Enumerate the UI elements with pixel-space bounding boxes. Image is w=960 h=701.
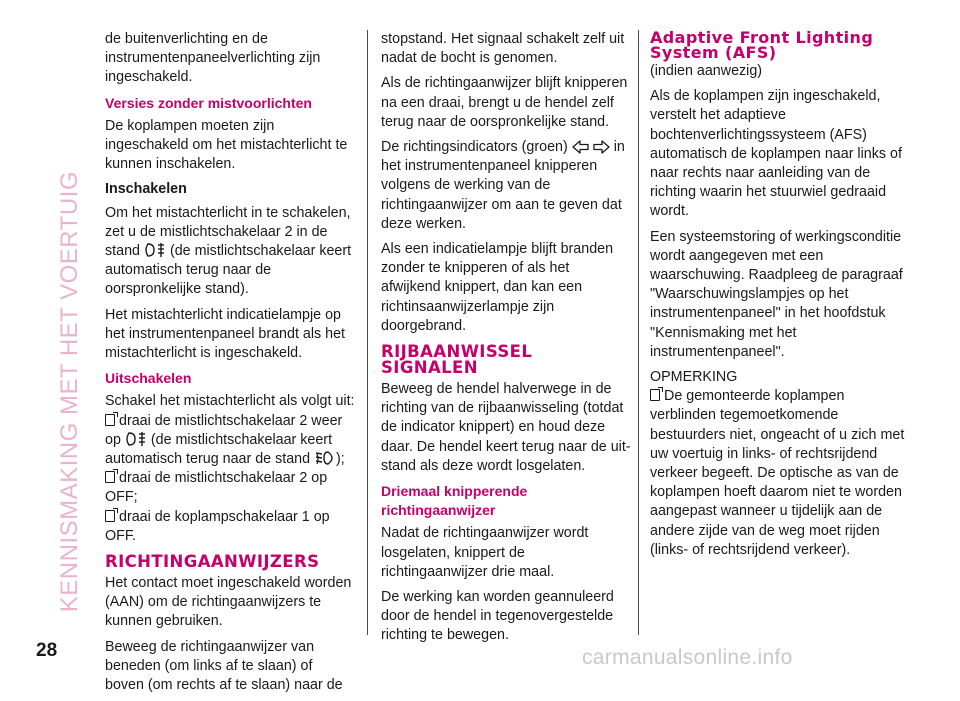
paragraph: Als de richtingaanwijzer blijft knipperen na een draai, brengt u de hendel zelf terug naar de oorspronkelijke stand. (381, 75, 628, 130)
paragraph: Schakel het mistachterlicht als volgt uit: (105, 393, 355, 410)
column-2 (381, 30, 632, 652)
paragraph: de buitenverlichting en de instrumentenpaneelverlichting zijn ingeschakeld. (105, 31, 321, 86)
list-item: draai de mistlichtschakelaar 2 weer op (de mistlichtschakelaar keert automatisch terug naar de stand ); (105, 412, 345, 468)
column-3 (650, 30, 912, 560)
side-chapter-title-text: KENNISMAKING MET HET VOERTUIG (56, 170, 83, 612)
rear-fog-light-icon (144, 242, 166, 258)
paragraph: Een systeemstoring of werkingsconditie wordt aangegeven met een waarschuwing. Raadpleeg de paragraaf "Waarschuwingslampjes op het instrumentenpaneel" in het hoofdstuk "Kennismaking met het instrumentenpaneel". (650, 228, 903, 360)
bullet-icon (105, 471, 115, 483)
bullet-icon (105, 414, 115, 426)
paragraph: Het mistachterlicht indicatielampje op het instrumentenpaneel brandt als het mistachterlicht is ingeschakeld. (105, 306, 346, 362)
note-paragraph: De gemonteerde koplampen verblinden tegemoetkomende bestuurders niet, ongeacht of u zich met uw voertuig in links- of rechtsrijdend verkeer begeeft. De optische as van de koplampen hoeft daarom niet te worden aangepast wanneer u tijdelijk aan de andere zijde van de weg moet rijden (links- of rechtsrijdend verkeer). (650, 388, 905, 558)
paragraph-indicators: De richtingsindicators (groen) in het instrumentenpaneel knipperen volgens de werking van de richtingaanwijzer om aan te geven dat deze werken. (381, 139, 625, 232)
column-divider-2 (638, 30, 639, 635)
column-1 (105, 30, 355, 701)
side-chapter-title (52, 22, 88, 612)
list-item: draai de koplampschakelaar 1 op OFF. (105, 508, 330, 544)
paragraph-rear-fog-on: Om het mistachterlicht in te schakelen, zet u de mistlichtschakelaar 2 in de stand (de mistlichtschakelaar keert automatisch terug naar de oorspronkelijke stand). (105, 204, 352, 298)
paragraph: (indien aanwezig) (650, 63, 763, 79)
page-number: 28 (36, 640, 58, 661)
subheading-triple-blink: Driemaal knipperende richtingaanwijzer (381, 483, 528, 519)
note-label: OPMERKING (650, 369, 738, 386)
subheading-switch-off: Uitschakelen (105, 370, 192, 387)
list-item: draai de mistlichtschakelaar 2 op OFF; (105, 470, 328, 506)
section-heading-turn-signals: RICHTINGAANWIJZERS (105, 552, 320, 572)
paragraph: Beweeg de richtingaanwijzer van beneden (om links af te slaan) of boven (om rechts af te slaan) naar de (105, 638, 343, 694)
subheading-switch-on: Inschakelen (105, 181, 187, 198)
front-fog-light-icon (314, 450, 336, 466)
section-heading-lane-change: RIJBAANWISSEL SIGNALEN (381, 342, 533, 378)
bullet-icon (105, 510, 115, 522)
paragraph: De koplampen moeten zijn ingeschakeld om het mistachterlicht te kunnen inschakelen. (105, 117, 348, 173)
turn-signal-arrows-icon (572, 140, 610, 154)
paragraph: Als de koplampen zijn ingeschakeld, verstelt het adaptieve bochtenverlichtingssysteem (AFS) automatisch de koplampen naar links of naar rechts naar aanleiding van de richting waarin het stuurwiel gedraaid wordt. (650, 88, 902, 220)
rear-fog-light-icon (125, 431, 147, 447)
watermark: carmanualsonline.info (582, 646, 793, 669)
bullet-icon (650, 389, 660, 401)
paragraph: Nadat de richtingaanwijzer wordt losgelaten, knippert de richtingaanwijzer drie maal. (381, 525, 589, 580)
paragraph: Als een indicatielampje blijft branden zonder te knipperen of als het afwijkend knippert, dan kan een richtinsaanwijzerlampje zijn doorgebrand. (381, 241, 614, 334)
paragraph: De werking kan worden geannuleerd door de hendel in tegenovergestelde richting te bewegen. (381, 589, 614, 644)
section-heading-afs: Adaptive Front Lighting System (AFS) (650, 28, 874, 62)
paragraph: Het contact moet ingeschakeld worden (AAN) om de richtingaanwijzers te kunnen gebruiken. (105, 575, 352, 630)
paragraph: Beweeg de hendel halverwege in de richting van de rijbaanwisseling (totdat de indicator knippert) en houd deze daar. De hendel keert terug naar de uit-stand als deze wordt losgelaten. (381, 381, 631, 474)
subheading-versions: Versies zonder mistvoorlichten (105, 94, 312, 111)
paragraph: stopstand. Het signaal schakelt zelf uit nadat de bocht is genomen. (381, 31, 625, 67)
column-divider-1 (367, 30, 368, 635)
